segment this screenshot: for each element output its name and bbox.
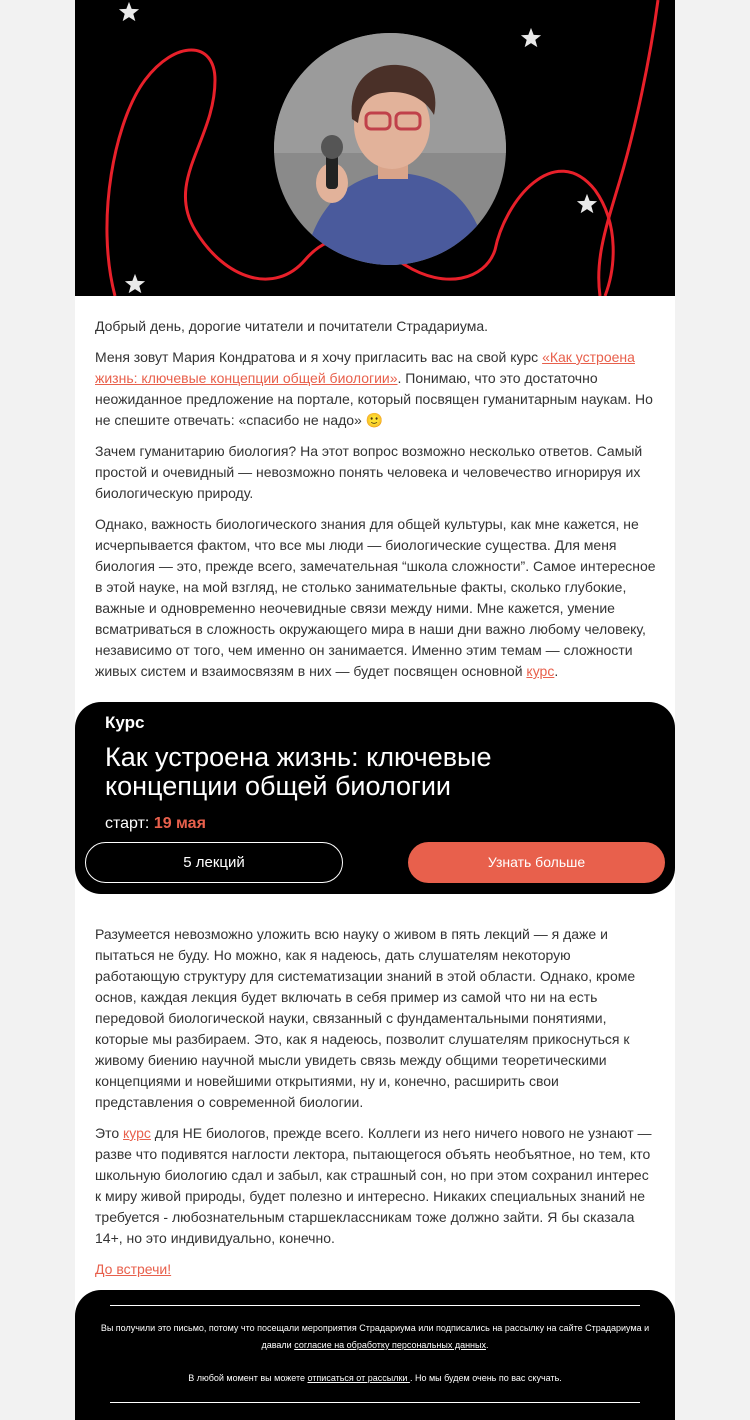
- course-start: [105, 815, 206, 833]
- unsubscribe-text-run: . Но мы будем очень по вас скучать.: [409, 1373, 562, 1383]
- star-icon: [118, 1, 140, 23]
- audience-text-run: Это: [95, 1125, 123, 1141]
- why-biology-paragraph: Зачем гуманитарию биология? На этот вопрос возможно несколько ответов. Самый простой и очевидный — невозможно понять человека и человечество игнорируя их биологическую природу.: [95, 443, 643, 501]
- unsubscribe-text-run: В любой момент вы можете: [188, 1373, 308, 1383]
- unsubscribe-link[interactable]: отписаться от рассылки: [307, 1373, 410, 1383]
- email-column: [75, 0, 675, 1420]
- intro-text-run: . Понимаю, что это достаточно неожиданное предложение на портале, который посвящен гуманитарным наукам. Но не спешите отвечать: «спасибо не надо» 🙂: [95, 370, 653, 428]
- course-card: [75, 702, 675, 894]
- course-title: Как устроена жизнь: ключевые концепции общей биологии: [105, 742, 492, 801]
- notice-text-run: .: [485, 1340, 489, 1350]
- star-icon: [576, 193, 598, 215]
- subscription-notice: [95, 1320, 655, 1354]
- star-icon: [124, 273, 146, 295]
- unsubscribe-notice: [95, 1370, 655, 1387]
- start-label: старт:: [105, 815, 154, 832]
- footer: [75, 1290, 675, 1420]
- course-title-link[interactable]: «Как устроена жизнь: ключевые концепции общей биологии»: [95, 349, 635, 386]
- intro-text-run: Меня зовут Мария Кондратова и я хочу пригласить вас на свой курс: [95, 349, 543, 365]
- course-kind-label: Курс: [105, 713, 145, 732]
- complexity-paragraph: [95, 514, 657, 682]
- lectures-count-button[interactable]: 5 лекций: [85, 842, 343, 883]
- hero-banner: [75, 0, 675, 296]
- intro-text: [95, 316, 657, 692]
- audience-paragraph: [95, 1123, 657, 1249]
- farewell-link[interactable]: До встречи!: [95, 1261, 172, 1277]
- footer-divider: [110, 1402, 640, 1403]
- start-date: 19 мая: [153, 815, 206, 832]
- learn-more-button[interactable]: Узнать больше: [408, 842, 665, 883]
- outro-text: [95, 924, 657, 1290]
- complexity-text-run: Однако, важность биологического знания для общей культуры, как мне кажется, не исчерпывается фактом, что все мы люди — биологические существа. Для меня биология — это, прежде всего, замечательная “школа сложности”. Самое интересное в этой науке, на мой взгляд, не столько занимательные факты, сколько глубокие, важные и одновременно неочевидные связи между ними. Мне кажется, умение всматриваться в сложность окружающего мира в наши дни важно любому человеку, независимо от того, чем именно он занимается. Именно этим темам — сложности живых систем и взаимосвязям в них — будет посвящен основной: [95, 516, 656, 679]
- footer-divider: [110, 1305, 640, 1306]
- intro-paragraph: [95, 347, 657, 431]
- star-icon: [520, 27, 542, 49]
- consent-link[interactable]: согласие на обработку персональных данных: [294, 1340, 486, 1350]
- audience-text-run: для НЕ биологов, прежде всего. Коллеги из него ничего нового не узнают — разве что подивятся наглости лектора, пытающегося объять необъятное, но тем, кто школьную биологию сдал и забыл, как страшный сон, но при этом сохранил интерес к миру живой природы, будет полезно и интересно. Никаких специальных знаний не требуется - любознательным старшеклассникам тоже должно зайти. Я бы сказала 14+, но это индивидуально, конечно.: [95, 1125, 652, 1246]
- course-link[interactable]: курс: [123, 1125, 151, 1141]
- structure-paragraph: Разумеется невозможно уложить всю науку о живом в пять лекций — я даже и пытаться не буду. Но можно, как я надеюсь, дать слушателям некоторую работающую структуру для систематизации знаний в этой области. Однако, кроме основ, каждая лекция будет включать в себя пример из самой что ни на есть передовой биологической науки, связанный с фундаментальными понятиями, которые мы разбираем. Это, как я надеюсь, позволит слушателям прикоснуться к живому биению научной мысли увидеть связь между общими теоретическими концепциями и новейшими открытиями, ну и, конечно, расширить свои представления о современной биологии.: [95, 926, 636, 1110]
- notice-text-run: Вы получили это письмо, потому что посещали мероприятия Страдариума или подписались на рассылку на сайте Страдариума и давали: [100, 1323, 650, 1350]
- greeting: Добрый день, дорогие читатели и почитатели Страдариума.: [95, 318, 489, 334]
- complexity-text-run: .: [554, 663, 559, 679]
- farewell-paragraph: [95, 1259, 657, 1280]
- lecturer-portrait: [274, 33, 506, 265]
- course-link[interactable]: курс: [526, 663, 555, 679]
